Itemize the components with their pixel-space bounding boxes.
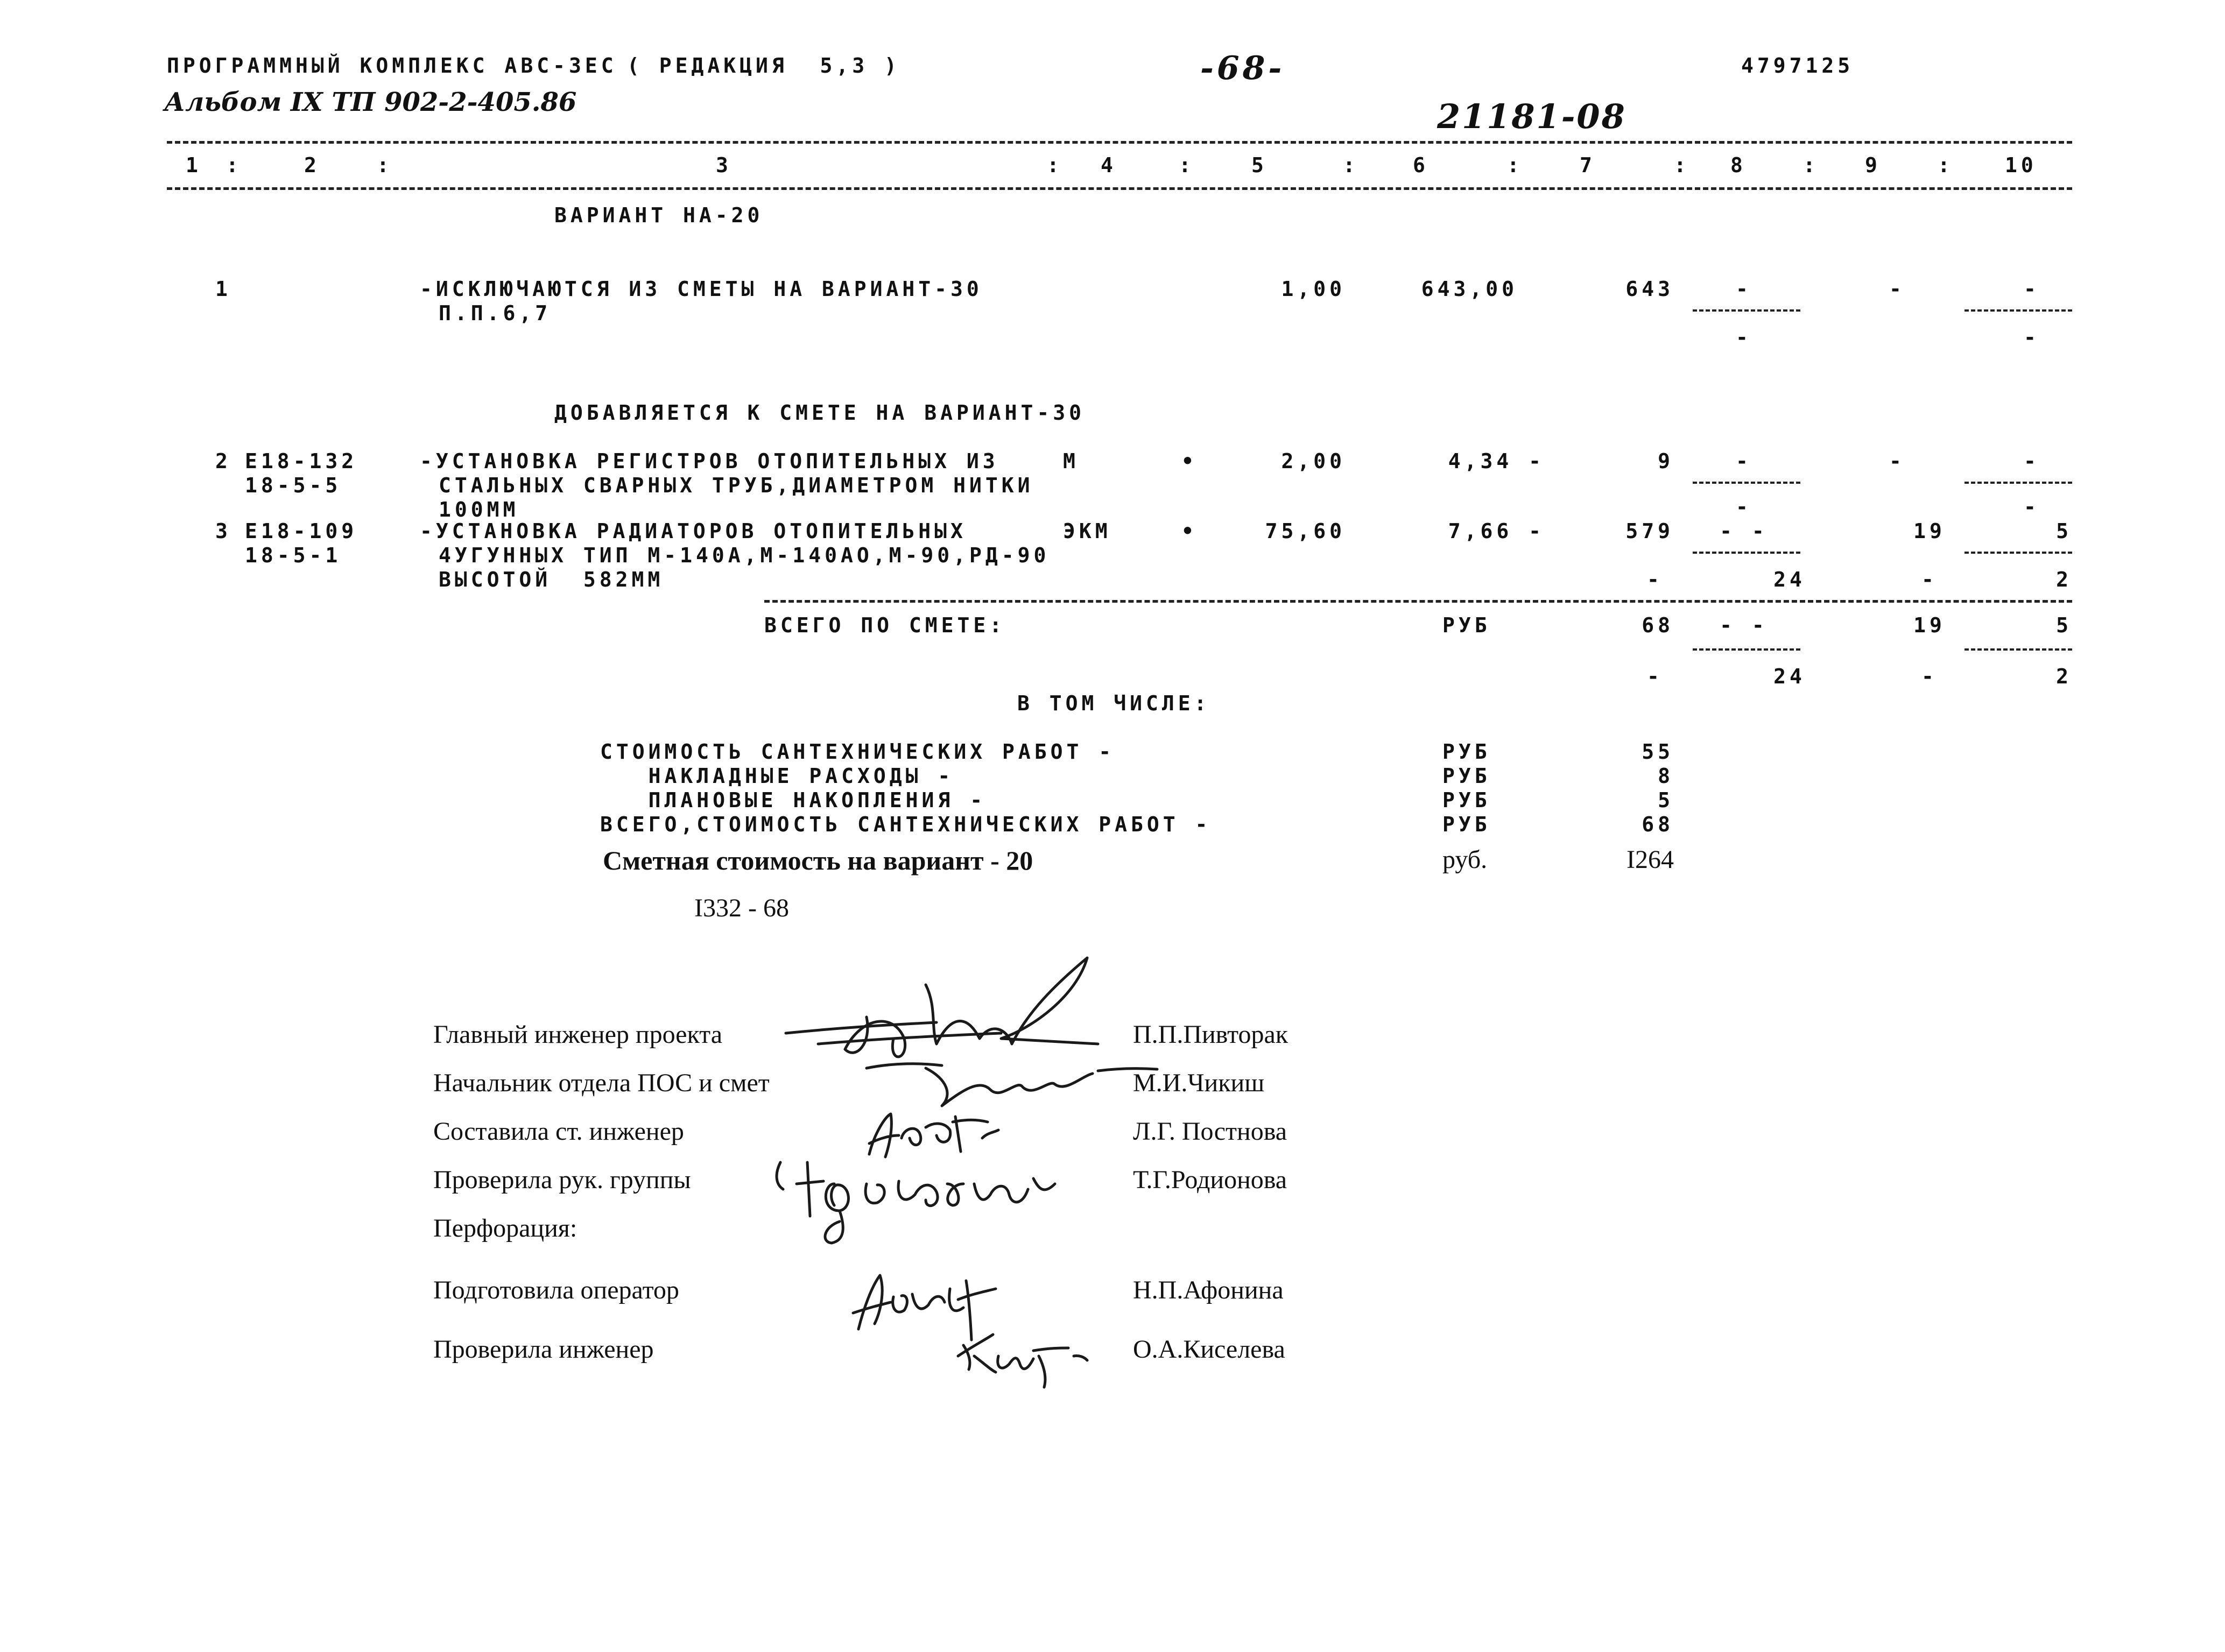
totals-rule [764, 600, 2072, 603]
column-2: 2 [304, 153, 320, 177]
column-3: 3 [716, 153, 732, 177]
breakdown-value: 5 [1658, 788, 1674, 812]
breakdown-unit: РУБ [1442, 740, 1491, 764]
estimate-label: Сметная стоимость на вариант - 20 [603, 845, 1033, 876]
row-1-text: -ИСКЛЮЧАЮТСЯ ИЗ СМЕТЫ НА ВАРИАНТ-30 [420, 277, 983, 301]
row-3-number: 3 [215, 519, 231, 543]
row-1-number: 1 [215, 277, 231, 301]
breakdown-unit: РУБ [1442, 788, 1491, 812]
breakdown-value: 68 [1642, 813, 1674, 836]
row-2-text: -УСТАНОВКА РЕГИСТРОВ ОТОПИТЕЛЬНЫХ ИЗ [420, 449, 999, 473]
signature-role: Составила ст. инженер [433, 1117, 684, 1146]
row-1-col8: - [1736, 277, 1752, 301]
signature-name: П.П.Пивторак [1133, 1020, 1288, 1049]
row-2-total: 9 [1658, 449, 1674, 473]
row-3-col7-bottom: - [1647, 568, 1663, 591]
cell-rule [1693, 309, 1800, 312]
row-1-col10: - [2024, 277, 2040, 301]
column-separator: : [1674, 153, 1690, 177]
row-3-col10-bottom: 2 [2056, 568, 2072, 591]
estimate-unit: руб. [1442, 845, 1488, 874]
table-header-rule [167, 187, 2072, 190]
signature-role: Проверила инженер [433, 1335, 654, 1364]
cell-rule [1965, 482, 2072, 484]
breakdown-unit: РУБ [1442, 764, 1491, 788]
total-unit: РУБ [1442, 613, 1491, 637]
total-col10-bottom: 2 [2056, 665, 2072, 688]
row-3-text: 4УГУННЫХ ТИП М-140А,М-140АО,М-90,РД-90 [439, 543, 1050, 567]
row-3-code: 18-5-1 [245, 543, 342, 567]
page-number: -68- [1200, 50, 1285, 87]
row-2-col8-bottom: - [1736, 495, 1752, 519]
row-2-col10: - [2024, 449, 2040, 473]
document-code: 4797125 [1741, 54, 1854, 77]
breakdown-label: НАКЛАДНЫЕ РАСХОДЫ - [600, 764, 954, 788]
signature-name: О.А.Киселева [1133, 1335, 1285, 1364]
total-col10: 5 [2056, 613, 2072, 637]
breakdown-value: 8 [1658, 764, 1674, 788]
row-2-mark: • [1181, 449, 1198, 473]
row-2-col9: - [1889, 449, 1905, 473]
signature-role: Подготовила оператор [433, 1276, 679, 1304]
row-1-text: П.П.6,7 [439, 301, 552, 325]
row-1-quantity: 1,00 [1281, 277, 1346, 301]
row-2-unit: М [1063, 449, 1079, 473]
breakdown-unit: РУБ [1442, 813, 1491, 836]
row-2-text: 100ММ [439, 498, 519, 521]
column-7: 7 [1580, 153, 1596, 177]
column-separator: : [377, 153, 393, 177]
row-3-col8: - - [1720, 519, 1768, 543]
row-3-price: 7,66 - [1448, 519, 1545, 543]
total-col8-bottom: 24 [1773, 665, 1806, 688]
row-3-text: -УСТАНОВКА РАДИАТОРОВ ОТОПИТЕЛЬНЫХ [420, 519, 967, 543]
row-2-number: 2 [215, 449, 231, 473]
breakdown-label: ВСЕГО,СТОИМОСТЬ САНТЕХНИЧЕСКИХ РАБОТ - [600, 813, 1212, 836]
row-1-col8-bottom: - [1736, 326, 1752, 349]
cell-rule [1693, 482, 1800, 484]
row-3-mark: • [1181, 519, 1198, 543]
variant-title: ВАРИАНТ НА-20 [554, 203, 764, 227]
column-9: 9 [1865, 153, 1881, 177]
perforation-label: Перфорация: [433, 1214, 578, 1242]
row-3-col9-bottom: - [1921, 568, 1938, 591]
column-separator: : [1047, 153, 1063, 177]
cell-rule [1965, 552, 2072, 554]
breakdown-label: ПЛАНОВЫЕ НАКОПЛЕНИЯ - [600, 788, 987, 812]
total-col9-bottom: - [1921, 665, 1938, 688]
including-title: В ТОМ ЧИСЛЕ: [1017, 691, 1210, 715]
edition-label: ( РЕДАКЦИЯ 5,3 ) [627, 54, 900, 77]
row-1-price: 643,00 [1421, 277, 1518, 301]
estimate-value: I264 [1626, 845, 1674, 874]
column-1: 1 [186, 153, 202, 177]
column-separator: : [1803, 153, 1819, 177]
total-label: ВСЕГО ПО СМЕТЕ: [764, 613, 1006, 637]
column-10: 10 [2005, 153, 2037, 177]
cell-rule [1965, 309, 2072, 312]
row-2-col8: - [1736, 449, 1752, 473]
cell-rule [1693, 552, 1800, 554]
column-6: 6 [1413, 153, 1429, 177]
signature-role: Начальник отдела ПОС и смет [433, 1069, 770, 1097]
breakdown-value: 55 [1642, 740, 1674, 764]
row-1-col9: - [1889, 277, 1905, 301]
row-1-col10-bottom: - [2024, 326, 2040, 349]
signature-name: Н.П.Афонина [1133, 1276, 1284, 1304]
signature-name: Л.Г. Постнова [1133, 1117, 1287, 1146]
table-top-rule [167, 141, 2072, 144]
album-label: Альбом IX ТП 902-2-405.86 [164, 87, 577, 117]
signature-role: Проверила рук. группы [433, 1166, 691, 1194]
row-2-quantity: 2,00 [1281, 449, 1346, 473]
row-3-col9: 19 [1913, 519, 1946, 543]
row-3-total: 579 [1625, 519, 1674, 543]
row-2-code: 18-5-5 [245, 474, 342, 497]
signature-name: Т.Г.Родионова [1133, 1166, 1287, 1194]
total-col9: 19 [1913, 613, 1946, 637]
column-5: 5 [1251, 153, 1268, 177]
total-col7-bottom: - [1647, 665, 1663, 688]
signature-mark [770, 1152, 1071, 1248]
total-col8: - - [1720, 613, 1768, 637]
row-2-col10-bottom: - [2024, 495, 2040, 519]
column-separator: : [1343, 153, 1359, 177]
row-3-quantity: 75,60 [1265, 519, 1346, 543]
row-2-text: СТАЛЬНЫХ СВАРНЫХ ТРУБ,ДИАМЕТРОМ НИТКИ [439, 474, 1034, 497]
column-separator: : [1507, 153, 1523, 177]
row-1-total: 643 [1625, 277, 1674, 301]
breakdown-label: СТОИМОСТЬ САНТЕХНИЧЕСКИХ РАБОТ - [600, 740, 1115, 764]
stamp-number: 21181-08 [1437, 97, 1626, 136]
row-3-unit: ЭКМ [1063, 519, 1111, 543]
column-separator: : [1938, 153, 1954, 177]
cell-rule [1693, 648, 1800, 651]
column-separator: : [1179, 153, 1195, 177]
row-2-code: Е18-132 [245, 449, 358, 473]
signature-role: Главный инженер проекта [433, 1020, 723, 1049]
signature-name: М.И.Чикиш [1133, 1069, 1265, 1097]
row-3-code: Е18-109 [245, 519, 358, 543]
added-title: ДОБАВЛЯЕТСЯ К СМЕТЕ НА ВАРИАНТ-30 [554, 401, 1085, 425]
estimate-calculation: I332 - 68 [694, 894, 789, 922]
column-4: 4 [1101, 153, 1117, 177]
cell-rule [1965, 648, 2072, 651]
row-3-text: ВЫСОТОЙ 582ММ [439, 568, 664, 591]
column-8: 8 [1730, 153, 1747, 177]
row-2-price: 4,34 - [1448, 449, 1545, 473]
signature-mark [953, 1324, 1093, 1388]
program-name: ПРОГРАММНЫЙ КОМПЛЕКС АВС-3ЕС [167, 54, 617, 77]
total-col7: 68 [1642, 613, 1674, 637]
column-separator: : [226, 153, 242, 177]
row-3-col8-bottom: 24 [1773, 568, 1806, 591]
row-3-col10: 5 [2056, 519, 2072, 543]
